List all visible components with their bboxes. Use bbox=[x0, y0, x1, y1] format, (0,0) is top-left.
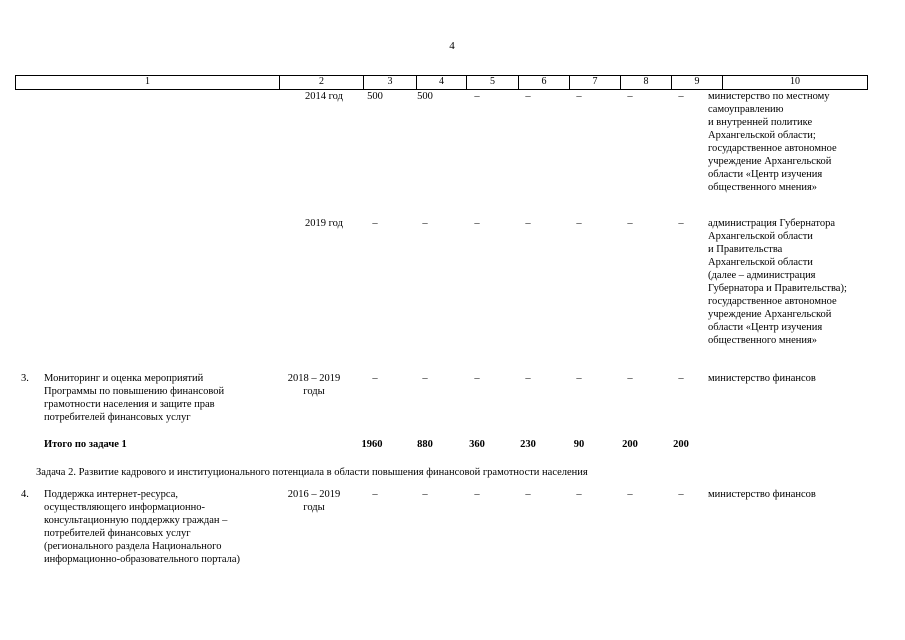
value-cell: – bbox=[422, 373, 428, 384]
executor-line: самоуправлению bbox=[708, 104, 784, 115]
value-cell: – bbox=[576, 489, 582, 500]
total-value: 230 bbox=[520, 439, 536, 450]
header-col-8: 8 bbox=[621, 76, 672, 89]
value-cell: – bbox=[422, 489, 428, 500]
value-cell: – bbox=[576, 218, 582, 229]
measure-name-line: Мониторинг и оценка мероприятий bbox=[44, 373, 204, 384]
executor-line: Архангельской области bbox=[708, 257, 813, 268]
total-value: 1960 bbox=[361, 439, 383, 450]
value-cell: – bbox=[474, 91, 480, 102]
measure-name-line: Программы по повышению финансовой bbox=[44, 386, 225, 397]
value-cell: – bbox=[422, 218, 428, 229]
header-col-1: 1 bbox=[16, 76, 280, 89]
header-col-10: 10 bbox=[723, 76, 868, 89]
period-line: годы bbox=[303, 386, 325, 397]
period-cell bbox=[272, 372, 356, 398]
total-value: 90 bbox=[573, 439, 585, 450]
table-header-row bbox=[15, 75, 868, 90]
value-cell: – bbox=[678, 91, 684, 102]
header-col-2: 2 bbox=[280, 76, 364, 89]
value-cell: – bbox=[576, 373, 582, 384]
total-value: 200 bbox=[622, 439, 638, 450]
measure-name-cell bbox=[44, 488, 279, 566]
header-col-4: 4 bbox=[417, 76, 467, 89]
value-cell: – bbox=[627, 489, 633, 500]
header-col-9: 9 bbox=[672, 76, 723, 89]
value-cell: – bbox=[525, 373, 531, 384]
executor-line: общественного мнения» bbox=[708, 182, 818, 193]
value-cell: – bbox=[576, 91, 582, 102]
value-cell: – bbox=[627, 218, 633, 229]
value-cell: – bbox=[372, 218, 378, 229]
executor-line: области «Центр изучения bbox=[708, 169, 823, 180]
executor-line: области «Центр изучения bbox=[708, 322, 823, 333]
executor-cell bbox=[708, 217, 873, 347]
executor-line: государственное автономное bbox=[708, 143, 837, 154]
value-cell: – bbox=[678, 373, 684, 384]
header-col-5: 5 bbox=[467, 76, 519, 89]
executor-line: министерство по местному bbox=[708, 91, 830, 102]
total-value: 200 bbox=[673, 439, 689, 450]
measure-name-line: информационно-образовательного портала) bbox=[44, 554, 241, 565]
measure-name-line: грамотности населения и защите прав bbox=[44, 399, 215, 410]
page-number: 4 bbox=[449, 40, 455, 52]
executor-line: Архангельской области bbox=[708, 231, 813, 242]
executor-line: учреждение Архангельской bbox=[708, 309, 832, 320]
total-value: 880 bbox=[417, 439, 433, 450]
value-cell: – bbox=[678, 218, 684, 229]
row-number: 4. bbox=[21, 489, 29, 500]
value-cell: – bbox=[474, 373, 480, 384]
measure-name-cell bbox=[44, 372, 279, 424]
executor-line: и Правительства bbox=[708, 244, 783, 255]
row-number: 3. bbox=[21, 373, 29, 384]
executor-line: учреждение Архангельской bbox=[708, 156, 832, 167]
period-cell: 2019 год bbox=[305, 218, 343, 229]
value-cell: – bbox=[474, 218, 480, 229]
measure-name-line: потребителей финансовых услуг bbox=[44, 412, 191, 423]
executor-line: и внутренней политике bbox=[708, 117, 813, 128]
period-line: 2016 – 2019 bbox=[287, 489, 341, 500]
value-cell: – bbox=[627, 373, 633, 384]
measure-name-line: Поддержка интернет-ресурса, bbox=[44, 489, 178, 500]
executor-line: Губернатора и Правительства); bbox=[708, 283, 847, 294]
value-cell: – bbox=[372, 373, 378, 384]
measure-name-line: консультационную поддержку граждан – bbox=[44, 515, 228, 526]
header-col-6: 6 bbox=[519, 76, 570, 89]
measure-name-line: (регионального раздела Национального bbox=[44, 541, 222, 552]
total-label: Итого по задаче 1 bbox=[44, 439, 127, 450]
value-cell: 500 bbox=[367, 91, 383, 102]
value-cell: – bbox=[525, 218, 531, 229]
period-line: 2018 – 2019 bbox=[287, 373, 341, 384]
executor-cell bbox=[708, 90, 868, 194]
value-cell: – bbox=[678, 489, 684, 500]
period-cell: 2014 год bbox=[305, 91, 343, 102]
period-line: годы bbox=[303, 502, 325, 513]
executor-line: (далее – администрация bbox=[708, 270, 816, 281]
executor-line: администрация Губернатора bbox=[708, 218, 835, 229]
executor-cell: министерство финансов bbox=[708, 489, 816, 500]
measure-name-line: потребителей финансовых услуг bbox=[44, 528, 191, 539]
value-cell: – bbox=[525, 91, 531, 102]
task-2-heading: Задача 2. Развитие кадрового и институционального потенциала в области повышения финансовой грамотности населения bbox=[36, 467, 588, 478]
executor-line: общественного мнения» bbox=[708, 335, 818, 346]
value-cell: – bbox=[372, 489, 378, 500]
period-cell bbox=[272, 488, 356, 514]
header-col-3: 3 bbox=[364, 76, 417, 89]
measure-name-line: осуществляющего информационно- bbox=[44, 502, 206, 513]
header-col-7: 7 bbox=[570, 76, 621, 89]
executor-line: государственное автономное bbox=[708, 296, 837, 307]
value-cell: – bbox=[474, 489, 480, 500]
value-cell: – bbox=[525, 489, 531, 500]
value-cell: – bbox=[627, 91, 633, 102]
value-cell: 500 bbox=[417, 91, 433, 102]
executor-line: Архангельской области; bbox=[708, 130, 816, 141]
total-value: 360 bbox=[469, 439, 485, 450]
executor-cell: министерство финансов bbox=[708, 373, 816, 384]
